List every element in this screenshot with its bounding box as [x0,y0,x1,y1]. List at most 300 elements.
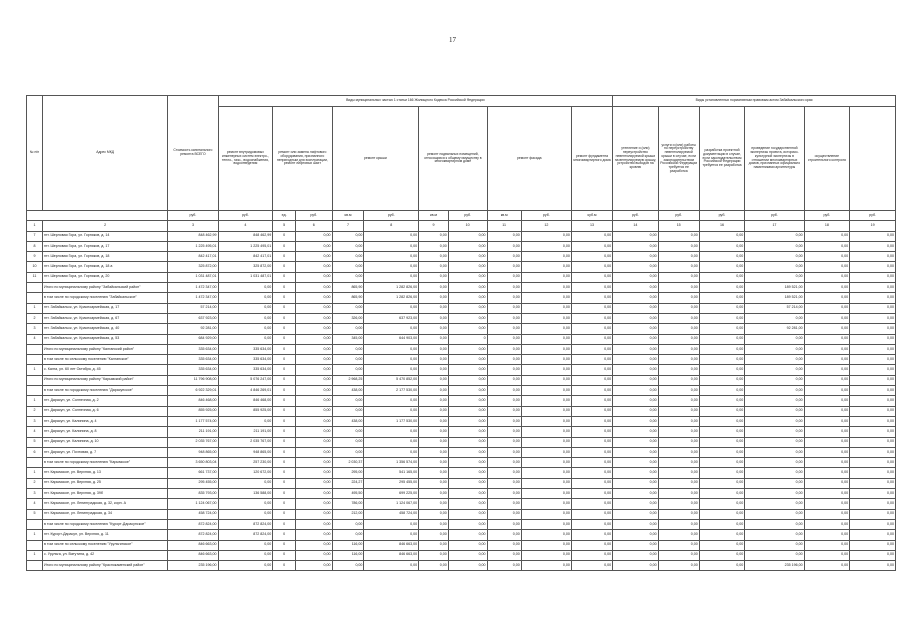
row-value: 0,00 [448,406,487,416]
row-value: 1 282 826,00 [364,283,419,293]
row-value: 0,00 [850,540,896,550]
row-value: 0,00 [804,365,850,375]
col-14-header: осуществление строительного контроля [804,107,850,211]
row-value: 0,00 [850,386,896,396]
row-value: 0,00 [804,561,850,571]
row-value: 0,00 [296,519,332,529]
row-value: 295 455,00 [364,478,419,488]
row-value: 0,00 [745,468,804,478]
row-value: 872 824,00 [218,519,273,529]
row-value: 872 824,00 [168,519,218,529]
row-value: 0,00 [745,334,804,344]
row-value: 295 455,00 [168,478,218,488]
row-value: 0,00 [296,427,332,437]
row-value: 212,00 [332,509,364,519]
row-value: 0,00 [658,293,699,303]
table-row [27,375,896,385]
row-value: 0,00 [448,447,487,457]
row-value: 0,00 [521,293,571,303]
row-value: 0,00 [804,324,850,334]
column-number-cell: 8 [364,221,419,231]
row-value: 0,00 [364,252,419,262]
row-value: 0,00 [571,262,612,272]
row-value: 0,00 [419,303,449,313]
row-value: 0,00 [332,365,364,375]
row-value: 295,00 [332,468,364,478]
row-value: 0,00 [804,530,850,540]
row-value: 0,00 [448,396,487,406]
row-value: 0,00 [332,231,364,241]
row-value: 0,00 [571,406,612,416]
row-value: 1 124 067,00 [168,499,218,509]
row-value: 0,00 [850,437,896,447]
row-value: 0,00 [296,468,332,478]
row-value: 0,00 [296,313,332,323]
row-value: 0,00 [364,344,419,354]
row-value: 865,90 [332,293,364,303]
header-group-row [27,96,896,107]
row-address: в том числе по сельскому поселению "Калганское" [42,355,167,365]
row-value: 0,00 [296,272,332,282]
row-value: 0,00 [419,262,449,272]
row-value: 0,00 [699,262,745,272]
row-value: 0 [273,344,296,354]
row-value: 0,00 [521,519,571,529]
row-value: 0,00 [745,344,804,354]
row-value: 0,00 [658,437,699,447]
row-value: 0,00 [850,427,896,437]
row-value: 0,00 [613,375,659,385]
row-value: 0,00 [448,293,487,303]
row-value: 872 824,00 [218,530,273,540]
col-6-header: ремонт крыши [332,107,419,211]
row-value: 0,00 [419,416,449,426]
row-value: 0,00 [699,396,745,406]
row-value: 0,00 [571,468,612,478]
row-value: 0,00 [571,313,612,323]
row-value: 0,00 [571,355,612,365]
row-value: 0,00 [613,262,659,272]
row-value: 0,00 [332,561,364,571]
row-value: 0,00 [745,272,804,282]
row-value: 0 [273,540,296,550]
row-value: 0 [273,303,296,313]
row-address: пгт. Забайкальск, ул. Красноармейская, д. 40 [42,324,167,334]
row-value: 0,00 [419,375,449,385]
row-value: 0,00 [804,283,850,293]
row-value: 0,00 [571,252,612,262]
table-row [27,241,896,251]
row-value: 0,00 [804,499,850,509]
row-value: 0,00 [613,231,659,241]
row-value: 335 634,00 [168,344,218,354]
column-number-cell: 2 [42,221,167,231]
row-value: 0,00 [613,437,659,447]
row-value: 0,00 [613,447,659,457]
row-value: 0 [273,283,296,293]
units-row [27,211,896,221]
row-value: 0,00 [745,406,804,416]
row-number: 1 [27,303,43,313]
row-value: 0,00 [850,458,896,468]
row-value: 0,00 [804,489,850,499]
table-row [27,406,896,416]
col-10-header: утепление и (или) переустройство невентилируемой крыши на вентилируемую крышу, устройство выходов на кровлю [613,107,659,211]
row-value: 0,00 [296,396,332,406]
unit-cell: руб. [804,211,850,221]
row-value: 0,00 [332,252,364,262]
row-value: 0,00 [804,519,850,529]
row-value: 0,00 [850,375,896,385]
row-value: 0 [273,324,296,334]
row-value: 0,00 [613,324,659,334]
row-value: 0,00 [745,416,804,426]
row-number: 1 [27,530,43,540]
row-value: 136 588,00 [218,489,273,499]
row-value: 438,00 [332,386,364,396]
row-value: 0,00 [745,427,804,437]
row-address: пгт. Шерловая Гора, ул. Горняков, д. 18 [42,252,167,262]
row-value: 0,00 [745,550,804,560]
column-number-cell: 3 [168,221,218,231]
col-7-header: ремонт подвальных помещений, относящихся к общему имуществу в многоквартирном доме [419,107,487,211]
row-value: 0 [273,499,296,509]
row-value: 0,00 [218,334,273,344]
row-value: 0,00 [571,334,612,344]
group1-header: Виды муниципальных частью 1 статьи 166 Жилищного Кодекса Российской Федерации [218,96,613,107]
row-value: 948 865,00 [168,447,218,457]
row-value: 0,00 [218,324,273,334]
row-value: 0,00 [296,303,332,313]
row-value: 0,00 [521,550,571,560]
row-value: 0,00 [613,530,659,540]
row-value: 0,00 [487,489,521,499]
row-value: 0,00 [218,303,273,313]
table-row [27,437,896,447]
row-value: 0 [273,509,296,519]
row-value: 0,00 [332,344,364,354]
row-value: 0,00 [448,313,487,323]
row-value: 0,00 [296,406,332,416]
row-value: 0,00 [419,530,449,540]
row-value: 0,00 [419,396,449,406]
row-value: 0,00 [745,386,804,396]
row-value: 0,00 [487,530,521,540]
row-address: с. Урульга, ул. Ватутина, д. 42 [42,550,167,560]
row-value: 0,00 [699,375,745,385]
row-value: 0,00 [448,561,487,571]
row-value: 0,00 [521,241,571,251]
row-value: 0,00 [487,561,521,571]
row-value: 0 [273,386,296,396]
row-value: 0,00 [332,530,364,540]
row-address: пгт. Дарасун, ул. Солнечная, д. 6 [42,406,167,416]
row-number: 1 [27,550,43,560]
row-value: 0,00 [613,283,659,293]
row-value: 0,00 [218,478,273,488]
row-value: 0,00 [296,437,332,447]
row-value: 0,00 [448,489,487,499]
row-value: 0,00 [658,561,699,571]
row-number: 5 [27,509,43,519]
row-value: 0,00 [745,262,804,272]
row-value: 0,00 [850,283,896,293]
row-value: 335 634,00 [218,355,273,365]
row-value: 1 356 574,00 [364,458,419,468]
row-value: 0,00 [364,262,419,272]
row-value: 0,00 [850,499,896,509]
row-value: 0,00 [521,509,571,519]
row-value: 0,00 [699,241,745,251]
row-number: 2 [27,313,43,323]
row-value: 0,00 [658,272,699,282]
col-5-header: ремонт или замена лифтового оборудования, признанного непригодным для эксплуатации, ремонт лифтовых шахт [273,107,332,211]
row-value: 0,00 [804,386,850,396]
row-value: 0,00 [745,478,804,488]
row-value: 0 [273,561,296,571]
table-row [27,530,896,540]
row-value: 0,00 [521,334,571,344]
unit-cell: руб. [296,211,332,221]
row-value: 1 124 067,00 [364,499,419,509]
row-value: 0,00 [658,427,699,437]
row-value: 0,00 [850,550,896,560]
row-value: 0,00 [419,509,449,519]
row-value: 0,00 [218,416,273,426]
row-value: 0 [273,231,296,241]
row-value: 699 225,00 [364,489,419,499]
row-value: 92 281,00 [168,324,218,334]
row-value: 0,00 [613,489,659,499]
row-value: 0,00 [850,241,896,251]
row-value: 0,00 [804,509,850,519]
row-value: 1 031 487,01 [168,272,218,282]
row-value: 0,00 [850,478,896,488]
row-value: 211 191,00 [168,427,218,437]
row-value: 0,00 [699,468,745,478]
row-value: 0,00 [850,489,896,499]
row-value: 335 634,00 [218,365,273,375]
row-value: 0,00 [658,334,699,344]
row-value: 0,00 [658,324,699,334]
row-value: 0,00 [296,241,332,251]
row-value: 0,00 [850,561,896,571]
row-value: 0,00 [521,561,571,571]
row-value: 0 [273,272,296,282]
table-row [27,283,896,293]
row-value: 0,00 [571,324,612,334]
row-value: 0,00 [699,499,745,509]
row-value: 1 472 347,00 [168,293,218,303]
table-row [27,231,896,241]
row-address: в том числе по городскому поселению "Забайкальское" [42,293,167,303]
row-value: 948 865,00 [218,447,273,457]
row-value: 0,00 [448,262,487,272]
row-value: 0,00 [296,550,332,560]
row-value: 0,00 [699,303,745,313]
row-value: 0,00 [521,365,571,375]
column-number-cell: 12 [521,221,571,231]
row-value: 0,00 [448,427,487,437]
row-value: 0,00 [571,344,612,354]
col-11-header: услуги и (или) работы по переустройству невентилируемой крыши в случае, если законодательством Российской Федерации требуется ее разработка [658,107,699,211]
unit-cell: руб. [521,211,571,221]
row-value: 0,00 [296,509,332,519]
row-value: 0,00 [487,540,521,550]
unit-cell: руб. [745,211,804,221]
row-value: 0,00 [658,241,699,251]
row-value: 842 417,01 [218,252,273,262]
row-value: 0,00 [364,272,419,282]
row-value: 0,00 [419,252,449,262]
row-address: Итого по муниципальному району "Краснокаменский район" [42,561,167,571]
row-value: 0,00 [332,447,364,457]
row-value: 0,00 [487,437,521,447]
column-number-cell: 16 [699,221,745,231]
row-value: 0,00 [448,324,487,334]
row-value: 0,00 [804,427,850,437]
row-value: 846 468,00 [218,396,273,406]
row-value: 0,00 [448,499,487,509]
row-value: 0,00 [364,324,419,334]
row-value: 0 [273,468,296,478]
row-value: 0,00 [419,489,449,499]
row-value: 846 663,00 [364,540,419,550]
row-value: 458 724,00 [168,509,218,519]
row-value: 0,00 [296,252,332,262]
row-value: 0,00 [521,458,571,468]
row-value: 0,00 [613,386,659,396]
row-address: пгт. Забайкальск, ул. Красноармейская, д. 53 [42,334,167,344]
row-value: 0,00 [658,478,699,488]
row-value: 846 663,00 [168,550,218,560]
row-value: 0,00 [658,344,699,354]
column-number-cell: 6 [296,221,332,231]
row-value: 0,00 [745,355,804,365]
row-value: 0,00 [448,386,487,396]
units-blank [27,211,168,221]
row-value: 0,00 [613,519,659,529]
row-number [27,293,43,303]
row-value: 235 196,00 [745,561,804,571]
row-value: 0,00 [448,344,487,354]
row-value: 92 281,00 [745,324,804,334]
unit-cell: руб. [168,211,218,221]
row-value: 0,00 [613,416,659,426]
row-value: 0,00 [613,293,659,303]
row-value: 0,00 [658,355,699,365]
row-value: 0,00 [487,231,521,241]
row-value: 0,00 [296,489,332,499]
table-row [27,540,896,550]
row-value: 0,00 [745,530,804,540]
row-value: 0,00 [419,355,449,365]
row-value: 0,00 [218,561,273,571]
row-value: 865,90 [332,283,364,293]
row-address: пгт. Шерловая Гора, ул. Горняков, д. 14 [42,231,167,241]
row-value: 842 417,01 [168,252,218,262]
row-value: 0,00 [296,530,332,540]
row-value: 0,00 [745,231,804,241]
row-value: 0,00 [448,550,487,560]
table-row [27,334,896,344]
row-value: 0,00 [699,231,745,241]
row-value: 0,00 [487,499,521,509]
row-value: 0,00 [658,519,699,529]
row-value: 0,00 [521,406,571,416]
row-number: 6 [27,447,43,457]
row-value: 0,00 [658,375,699,385]
row-value: 0,00 [745,375,804,385]
row-value: 0,00 [699,519,745,529]
col-no-header: № п/п [27,96,43,211]
row-address: пгт. Шерловая Гора, ул. Горняков, д. 18 а [42,262,167,272]
row-value: 0 [273,416,296,426]
row-value: 0,00 [521,396,571,406]
row-value: 1 282 826,00 [364,293,419,303]
table-row [27,550,896,560]
table-row [27,468,896,478]
row-value: 5 470 852,00 [364,375,419,385]
row-value: 335 634,00 [168,365,218,375]
row-value: 0,00 [448,303,487,313]
row-value: 0,00 [218,540,273,550]
row-value: 0,00 [699,283,745,293]
unit-cell: руб. [850,211,896,221]
row-value: 5 076 247,00 [218,375,273,385]
row-value: 0,00 [521,447,571,457]
row-value: 0,00 [571,416,612,426]
row-value: 0,00 [571,458,612,468]
row-value: 0,00 [487,396,521,406]
unit-cell: руб. [218,211,273,221]
row-value: 0,00 [296,540,332,550]
row-value: 0,00 [699,365,745,375]
row-value: 0,00 [745,365,804,375]
row-value: 0,00 [448,458,487,468]
row-value: 0,00 [364,561,419,571]
row-number: 11 [27,272,43,282]
row-value: 189 521,00 [745,283,804,293]
row-value: 0,00 [850,262,896,272]
row-value: 0,00 [419,293,449,303]
column-number-cell: 4 [218,221,273,231]
row-value: 120 672,00 [218,468,273,478]
row-value: 0,00 [521,303,571,313]
row-number [27,458,43,468]
row-value: 0,00 [699,416,745,426]
row-value: 0,00 [419,272,449,282]
row-value: 325 872,00 [168,262,218,272]
row-value: 11 796 908,00 [168,375,218,385]
col-12-header: разработка проектной документации в случае, если законодательством Российской Федерации требуется ее разработка [699,107,745,211]
row-address: пгт. Дарасун, ул. Калинина, д. 8 [42,427,167,437]
row-value: 0,00 [658,396,699,406]
row-address: в том числе по городскому поселению "Курорт-Дарасунское" [42,519,167,529]
row-number: 1 [27,396,43,406]
row-address: в том числе по сельскому поселению "Урульгинское" [42,540,167,550]
row-value: 0,00 [364,396,419,406]
row-value: 0,00 [448,375,487,385]
row-value: 0,00 [658,262,699,272]
row-value: 0,00 [699,489,745,499]
row-value: 0,00 [699,478,745,488]
row-value: 0,00 [332,437,364,447]
row-address: пгт. Забайкальск, ул. Красноармейская, д. 17 [42,303,167,313]
row-value: 0,00 [699,550,745,560]
table-row [27,324,896,334]
row-number: 1 [27,365,43,375]
